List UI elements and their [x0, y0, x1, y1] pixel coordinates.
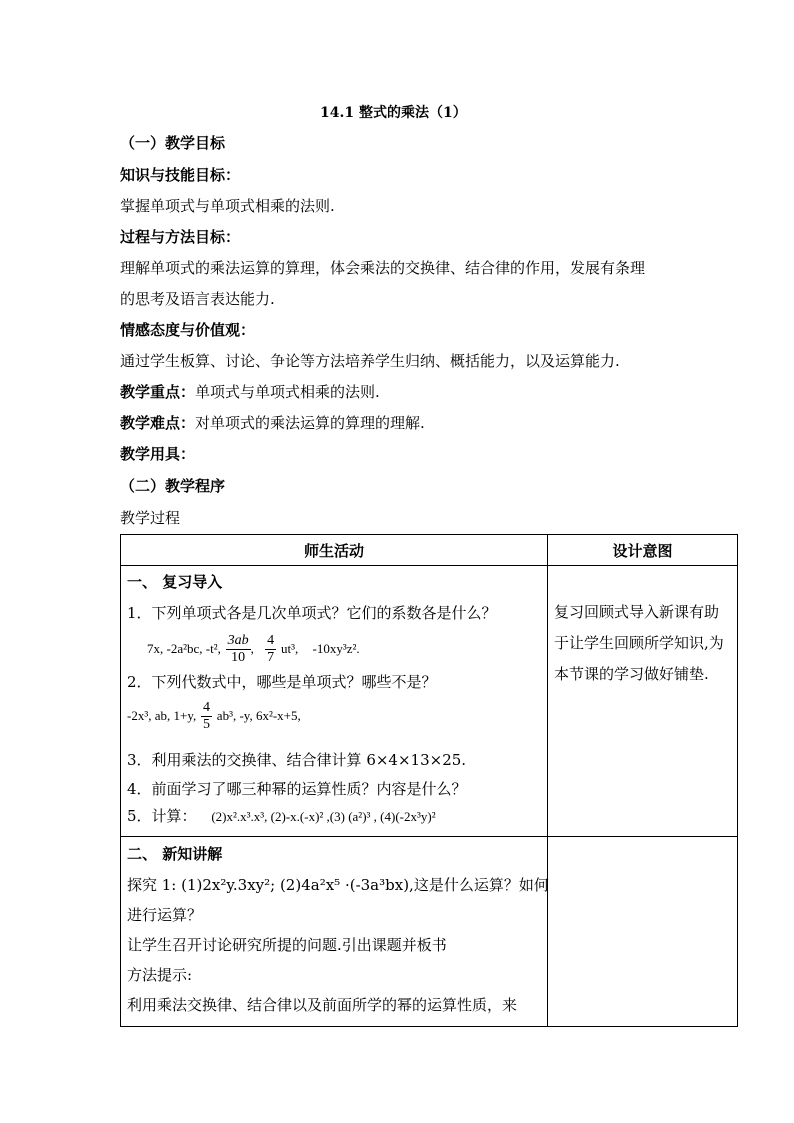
question-4: 4．前面学习了哪三种幂的运算性质？内容是什么？: [127, 780, 467, 798]
question-2-expressions: [127, 697, 301, 734]
section-procedure-heading: （二）教学程序: [120, 477, 226, 495]
emotion-label: 情感态度与价值观：: [120, 321, 256, 339]
design-cell-review: [548, 566, 738, 837]
explore-1-line1: 探究 1: (1)2x²y.3xy²; (2)4a²x⁵ ·(-3a³bx),这是什么运算？如何: [127, 876, 549, 894]
design-cell-new: [548, 837, 738, 1027]
difficulty-text: 对单项式的乘法运算的算理的理解.: [195, 414, 425, 432]
focus-label: 教学重点：: [120, 383, 196, 401]
activity-cell-review: [121, 566, 548, 837]
q2-fraction-den: 5: [203, 716, 211, 732]
q2-fraction: [201, 700, 212, 733]
discussion-text: 让学生召开讨论研究所提的问题.引出课题并板书: [127, 936, 447, 954]
question-2: 2．下列代数式中，哪些是单项式？哪些不是？: [127, 673, 437, 691]
header-activity: 师生活动: [121, 535, 548, 566]
process-label: 过程与方法目标：: [120, 228, 241, 246]
q1-fraction-2: [265, 633, 276, 666]
q1-fraction-1-num: 3ab: [227, 632, 249, 648]
question-1-expressions: 7x, -2a²bc, -t², $\frac{3ab}{10}$ , $\frac{4}{7}$ ut³, -10xy³z².: [147, 632, 360, 665]
difficulty-label: 教学难点：: [120, 414, 196, 432]
header-design: 设计意图: [548, 535, 738, 566]
q1-fraction-2-den: 7: [267, 649, 275, 665]
question-5-label: 5．计算：: [127, 807, 197, 825]
process-text-line2: 的思考及语言表达能力.: [120, 290, 275, 308]
explore-1-line2: 进行运算？: [127, 906, 203, 924]
method-hint-text: 利用乘法交换律、结合律以及前面所学的幂的运算性质，来: [127, 996, 518, 1014]
method-hint-label: 方法提示:: [127, 966, 193, 984]
lesson-table: [120, 534, 738, 1027]
process-text-line1: 理解单项式的乘法运算的算理，体会乘法的交换律、结合律的作用，发展有条理: [120, 259, 646, 277]
q2-expr-a: -2x³, ab, 1+y,: [127, 708, 197, 723]
question-3: 3．利用乘法的交换律、结合律计算 6×4×13×25.: [127, 751, 467, 769]
process-caption: 教学过程: [120, 509, 181, 527]
question-5-expression: (2)x².x³.x³, (2)-x.(-x)² ,(3) (a²)³ , (4)(-2x³y)²: [211, 809, 436, 824]
q1-fraction-1: [226, 633, 251, 666]
q1-expr-a: 7x, -2a²bc, -t²,: [147, 641, 221, 656]
q1-fraction-2-num: 4: [267, 632, 275, 648]
section-objectives-heading: （一）教学目标: [120, 134, 226, 152]
emotion-text: 通过学生板算、讨论、争论等方法培养学生归纳、概括能力，以及运算能力.: [120, 352, 620, 370]
question-5: [127, 806, 436, 827]
focus-text: 单项式与单项式相乘的法则.: [195, 383, 380, 401]
question-1: 1．下列单项式各是几次单项式？它们的系数各是什么？: [127, 604, 497, 622]
knowledge-label: 知识与技能目标：: [120, 166, 241, 184]
q1-expr-c: -10xy³z².: [312, 641, 360, 656]
activity-cell-new: [121, 837, 548, 1027]
q1-fraction-1-den: 10: [231, 649, 246, 665]
new-knowledge-heading: 二、 新知讲解: [127, 845, 223, 863]
focus-line: [120, 382, 380, 402]
table-row: [121, 566, 738, 837]
page-title: 14.1 整式的乘法（1）: [320, 105, 467, 121]
table-row: [121, 837, 738, 1027]
table-header-row: [121, 535, 738, 566]
q2-expr-b: ab³, -y, 6x²-x+5,: [216, 708, 301, 723]
difficulty-line: [120, 413, 425, 433]
q2-fraction-num: 4: [203, 699, 211, 715]
tools-label: 教学用具：: [120, 445, 196, 463]
q1-expr-b: ut³,: [280, 641, 299, 656]
knowledge-text: 掌握单项式与单项式相乘的法则.: [120, 197, 335, 215]
design-note-review: 复习回顾式导入新课有助于让学生回顾所学知识,为本节课的学习做好铺垫.: [554, 603, 724, 683]
review-heading: 一、 复习导入: [127, 573, 223, 591]
